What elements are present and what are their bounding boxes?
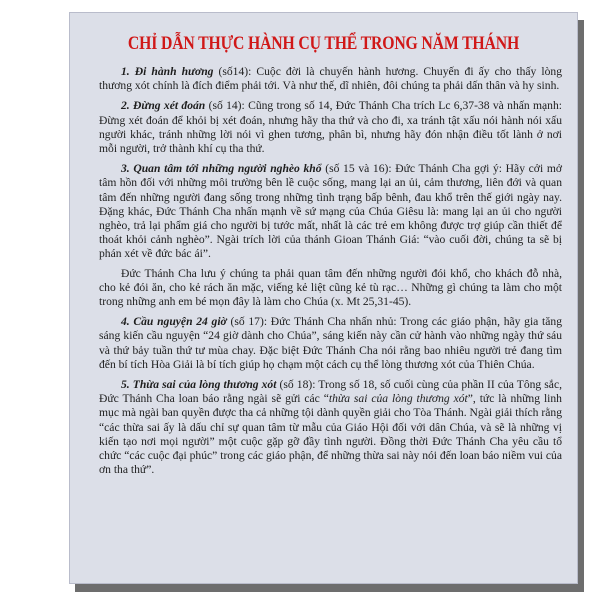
section-2-heading: 2. Đừng xét đoán bbox=[121, 99, 206, 113]
booklet-page bbox=[69, 12, 578, 584]
section-3-text: (số 15 và 16): Đức Thánh Cha gợi ý: Hãy cởi mở tâm hồn đối với những môi trường bên lề cuộc sống, mang lại an ủi, cảm thương, liên đới và quan tâm đến những người đang sống trong những tình trạng bấp bênh, đau khổ trên thế giới ngày nay. Đặng khác, Đức Thánh Cha nhấn mạnh về sứ mạng của Chúa Giêsu là: mang lại an ủi cho người nghèo, trả lại phẩm giá cho người bị tước mất, nhất là các trẻ em không được trợ giúp cần thiết để thoát khỏi cảnh nghèo”. Ngài trích lời của thánh Gioan Thánh Giá: “vào cuối đời, chúng ta sẽ bị phán xét về đức bác ái”. bbox=[99, 162, 562, 261]
section-1-text: (số14): Cuộc đời là chuyến hành hương. Chuyến đi ấy cho thấy lòng thương xót chính là đích điểm phải tới. Và như thế, dĩ nhiên, đôi chúng ta phải dấn thân và hy sinh. bbox=[99, 65, 562, 93]
section-5-text-after: ”, tức là những linh mục mà ngài ban quyền được tha cả những tội dành quyền giải cho Tòa Thánh. Ngài giải thích rằng “các thừa sai ấy là dấu chỉ sự quan tâm từ mẫu của Giáo Hội đối với dân Chúa, và sẽ là những vị kiến tạo nơi mọi người” một cuộc gặp gỡ đầy tình người. Đồng thời Đức Thánh Cha yêu cầu tổ chức “các cuộc đại phúc” trong các giáo phận, để những thừa sai này nói đến loan báo niềm vui của ơn tha thứ”. bbox=[99, 392, 562, 477]
section-3-heading: 3. Quan tâm tới những người nghèo khổ bbox=[121, 162, 322, 176]
section-1 bbox=[99, 65, 562, 93]
page-title: CHỈ DẪN THỰC HÀNH CỤ THỂ TRONG NĂM THÁNH bbox=[127, 33, 520, 54]
section-5-quote: thừa sai của lòng thương xót bbox=[328, 392, 468, 406]
section-3 bbox=[99, 162, 562, 261]
section-2 bbox=[99, 99, 562, 156]
section-2-text: (số 14): Cũng trong số 14, Đức Thánh Cha trích Lc 6,37-38 và nhấn mạnh: Đừng xét đoán để khỏi bị xét đoán, nhưng hãy tha thứ và cho đi, xa tránh tật xấu nói hành nói xấu người khác, tránh những lời nói vì ghen tương, phân bì, nhưng hãy đón nhận điều tốt lành ở nơi mỗi người, trở thành khí cụ tha thứ. bbox=[99, 99, 562, 156]
section-5-text-before: (số 18): Trong số 18, số cuối cùng của phần II của Tông sắc, Đức Thánh Cha loan báo rằng ngài sẽ gửi các “ bbox=[99, 378, 562, 406]
section-4 bbox=[99, 315, 562, 372]
section-4-heading: 4. Cầu nguyện 24 giờ bbox=[121, 315, 227, 329]
section-4-text: (số 17): Đức Thánh Cha nhấn nhủ: Trong các giáo phận, hãy gia tăng sáng kiến cầu nguyện “24 giờ dành cho Chúa”, sáng kiến này cần cử hành vào những ngày thứ sáu và thứ bảy tuần thứ tư mùa chay. Đặc biệt Đức Thánh Cha nói rằng bao nhiêu người trẻ đang tìm đến bí tích Hòa Giải là bí tích giúp họ chạm một cách cụ thể lòng thương xót của Thiên Chúa. bbox=[99, 315, 562, 371]
section-1-heading: 1. Đi hành hương bbox=[121, 65, 214, 78]
section-5-heading: 5. Thừa sai của lòng thương xót bbox=[121, 378, 277, 392]
body-text bbox=[99, 65, 562, 483]
section-5 bbox=[99, 378, 562, 477]
section-3-followup: Đức Thánh Cha lưu ý chúng ta phải quan tâm đến những người đói khổ, cho khách đỗ nhà, cho kẻ đói ăn, cho kẻ rách ăn mặc, viếng kẻ liệt cũng kẻ tù rạc… Những gì chúng ta làm cho một trong những anh em bé mọn đây là làm cho Chúa (x. Mt 25,31-45). bbox=[99, 266, 562, 309]
